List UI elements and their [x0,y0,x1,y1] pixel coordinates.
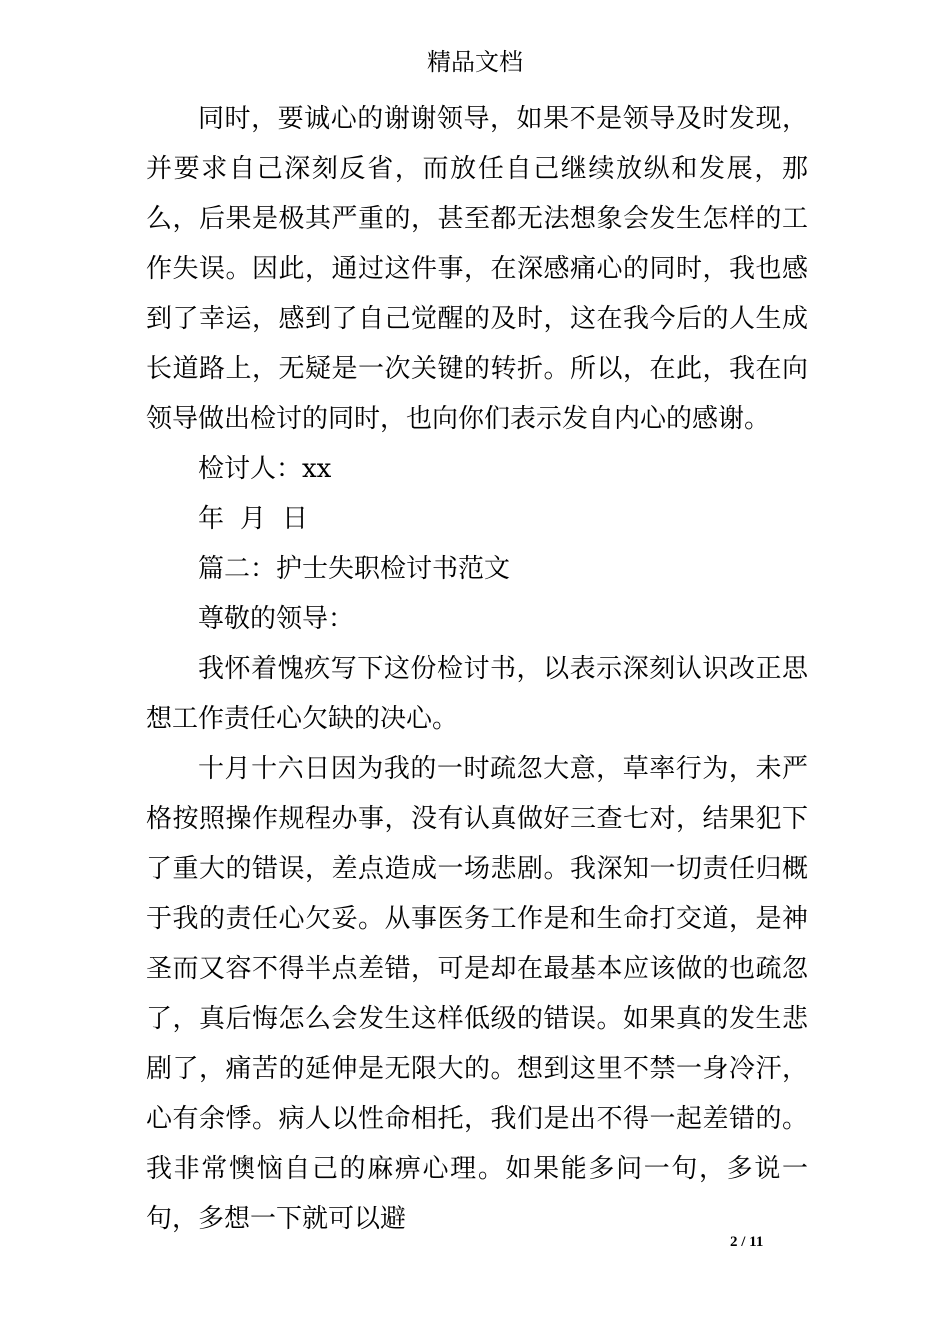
paragraph-gratitude: 同时，要诚心的谢谢领导，如果不是领导及时发现，并要求自己深刻反省，而放任自己继续放纵和发展，那么，后果是极其严重的，甚至都无法想象会发生怎样的工作失误。因此，通过这件事，在深感痛心的同时，我也感到了幸运，感到了自己觉醒的及时，这在我今后的人生成长道路上，无疑是一次关键的转折。所以，在此，我在向领导做出检讨的同时，也向你们表示发自内心的感谢。 [146,104,808,434]
date-day-label: 日 [282,504,309,534]
date-year-label: 年 [198,504,225,534]
section-heading: 篇二：护士失职检讨书范文 [198,554,511,584]
page-number: 2 / 11 [730,1234,764,1250]
salutation: 尊敬的领导： [198,604,355,634]
document-body [146,94,808,1244]
signature-line: 检讨人：xx [198,454,332,484]
paragraph-intro: 我怀着愧疚写下这份检讨书，以表示深刻认识改正思想工作责任心欠缺的决心。 [146,654,808,734]
paragraph-incident: 十月十六日因为我的一时疏忽大意，草率行为，未严格按照操作规程办事，没有认真做好三查七对，结果犯下了重大的错误，差点造成一场悲剧。我深知一切责任归概于我的责任心欠妥。从事医务工作是和生命打交道，是神圣而又容不得半点差错，可是却在最基本应该做的也疏忽了，真后悔怎么会发生这样低级的错误。如果真的发生悲剧了，痛苦的延伸是无限大的。想到这里不禁一身冷汗，心有余悸。病人以性命相托，我们是出不得一起差错的。我非常懊恼自己的麻痹心理。如果能多问一句，多说一句，多想一下就可以避 [146,754,808,1234]
page-header-title: 精品文档 [427,48,523,76]
date-line [146,494,808,544]
date-month-label: 月 [240,504,267,534]
